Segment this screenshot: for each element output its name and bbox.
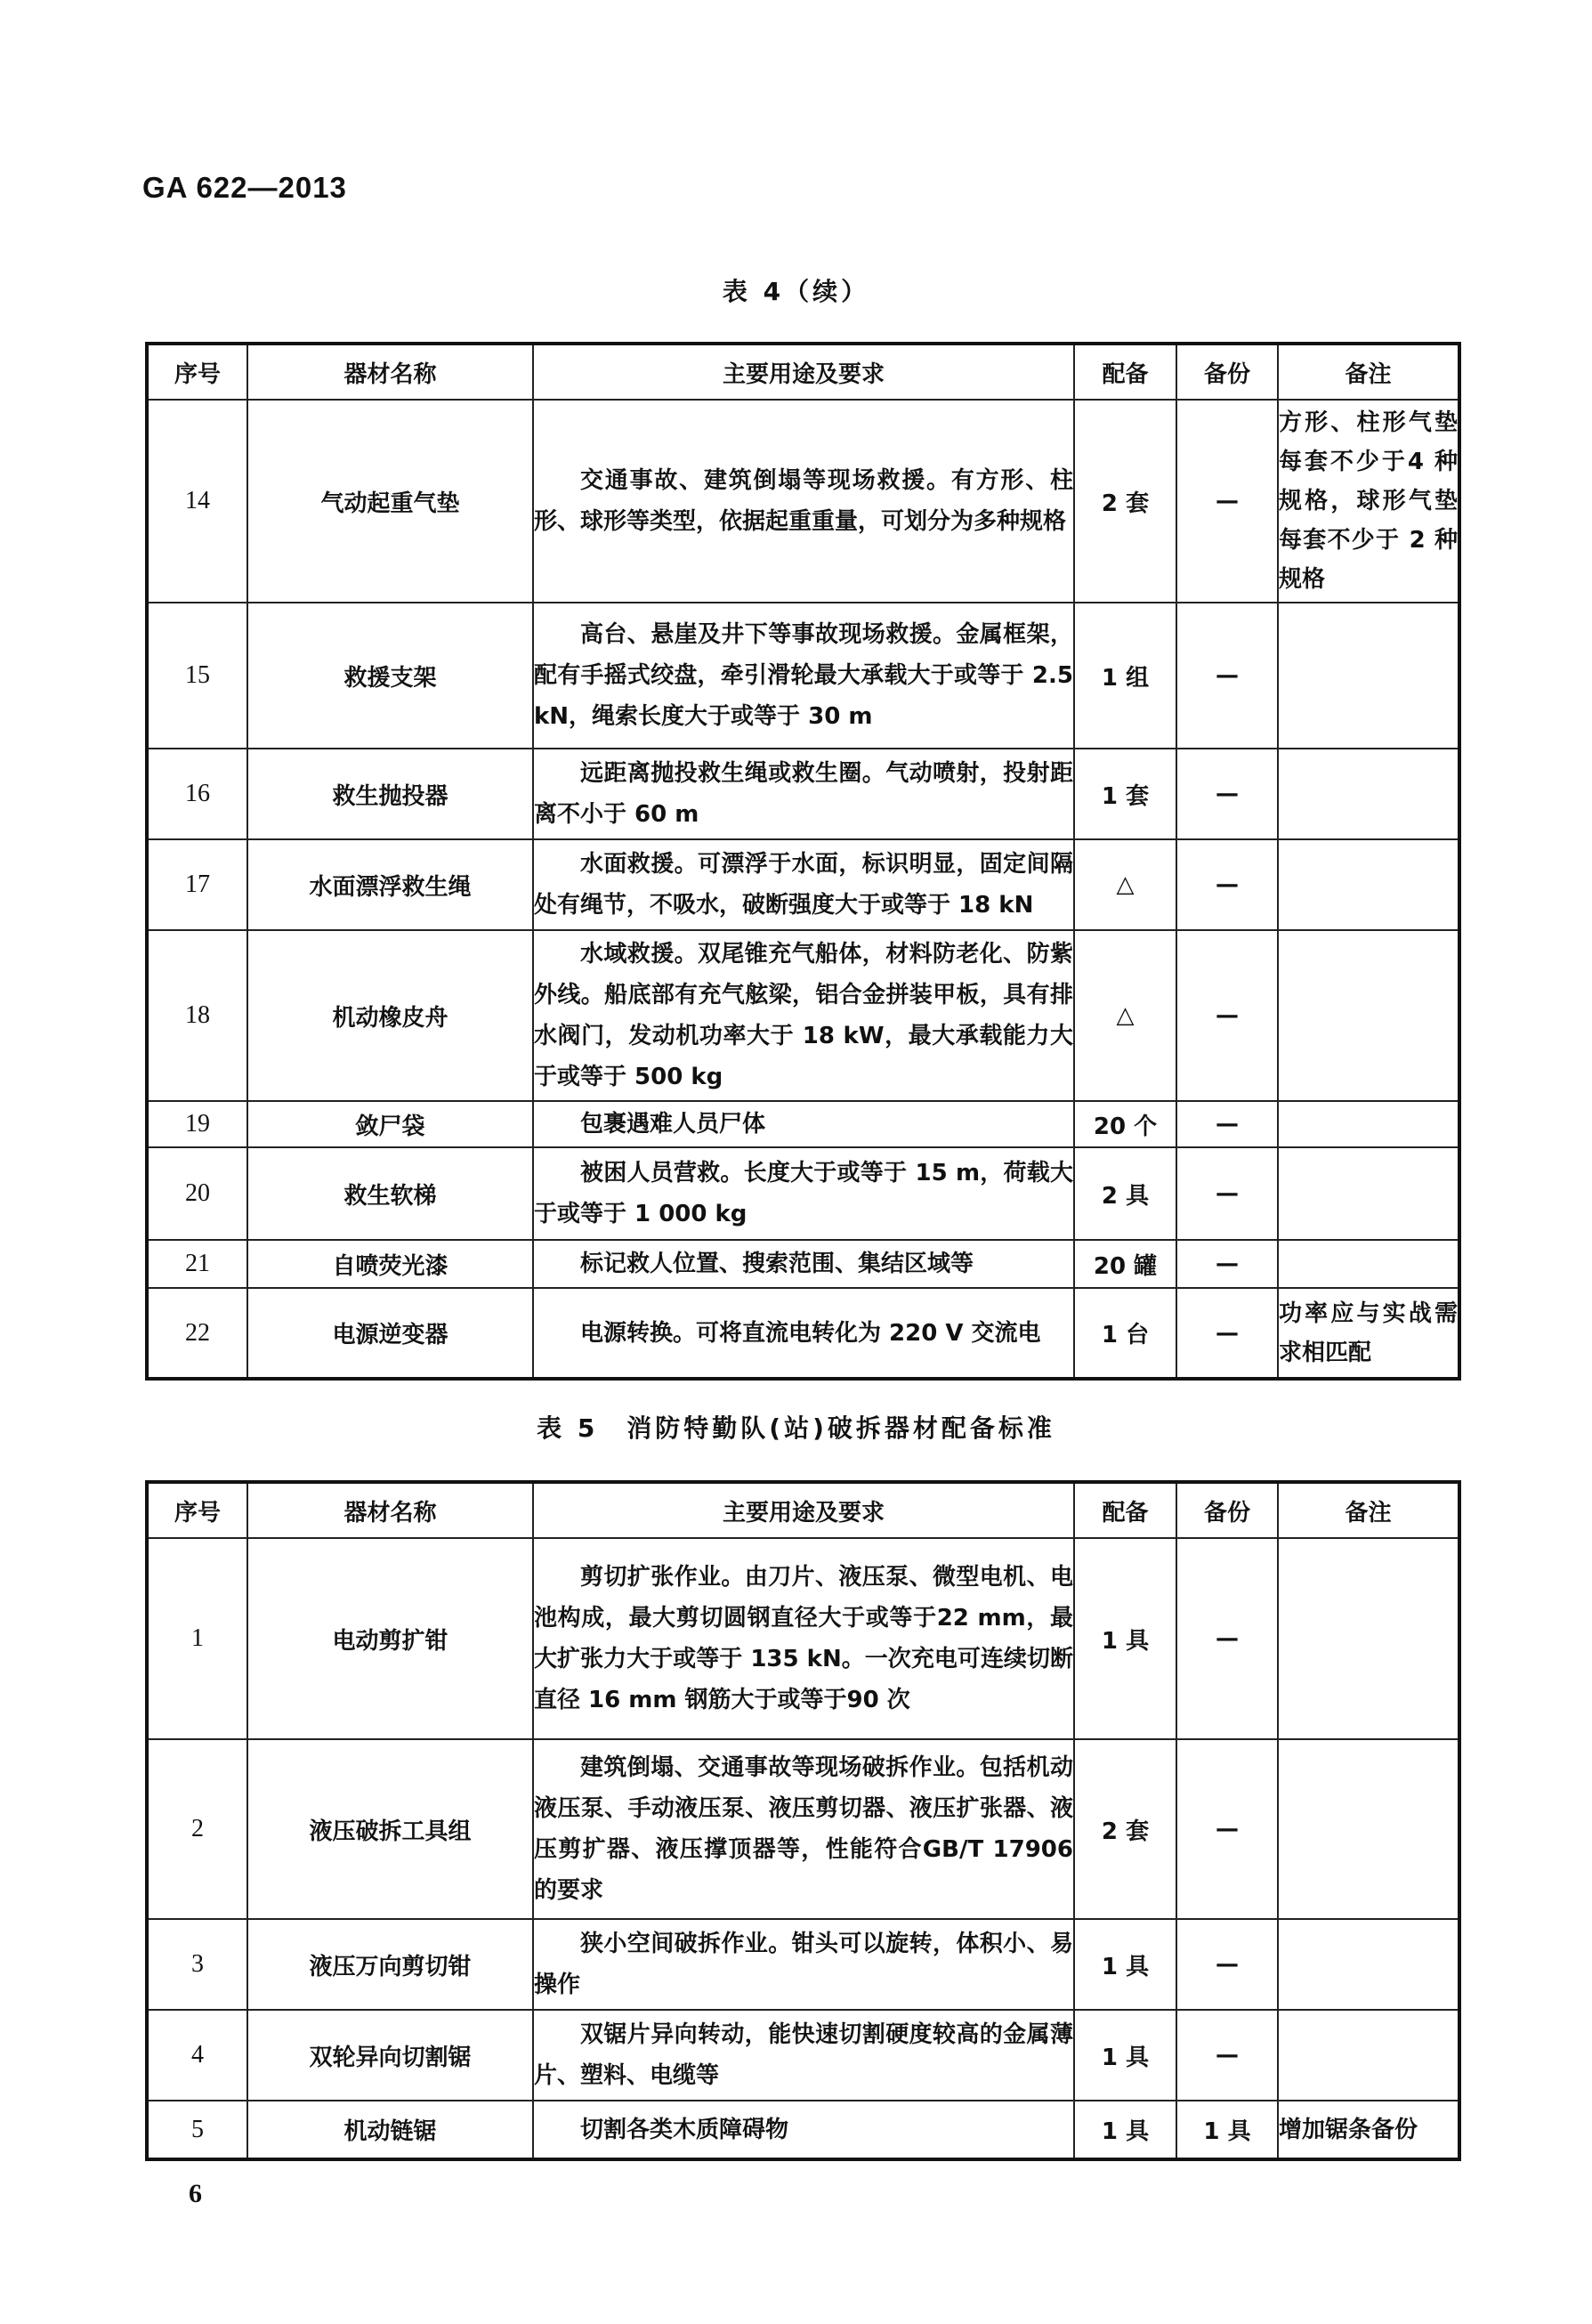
row-desc: 建筑倒塌、交通事故等现场破拆作业。包括机动液压泵、手动液压泵、液压剪切器、液压扩张器、液压剪扩器、液压撑顶器等，性能符合GB/T 17906 的要求	[533, 1739, 1074, 1919]
row-name: 液压万向剪切钳	[247, 1919, 533, 2010]
row-desc: 高台、悬崖及井下等事故现场救援。金属框架，配有手摇式绞盘，牵引滑轮最大承载大于或等于 2.5 kN，绳索长度大于或等于 30 m	[533, 603, 1074, 749]
row-note	[1278, 1739, 1459, 1919]
col-header-note: 备注	[1278, 1482, 1459, 1538]
table-row	[147, 839, 1459, 930]
col-header-note: 备注	[1278, 344, 1459, 400]
row-backup: —	[1176, 930, 1278, 1101]
table-row	[147, 749, 1459, 839]
row-name: 机动链锯	[247, 2101, 533, 2159]
row-equip: 1 组	[1074, 603, 1176, 749]
row-backup: —	[1176, 400, 1278, 603]
table-row	[147, 2101, 1459, 2159]
table-row	[147, 1240, 1459, 1288]
row-backup: —	[1176, 1538, 1278, 1739]
row-backup: —	[1176, 1739, 1278, 1919]
row-desc: 远距离抛投救生绳或救生圈。气动喷射，投射距离不小于 60 m	[533, 749, 1074, 839]
table4-header-row	[147, 344, 1459, 400]
row-note	[1278, 2010, 1459, 2101]
row-no: 21	[147, 1240, 247, 1288]
row-note	[1278, 1538, 1459, 1739]
row-name: 机动橡皮舟	[247, 930, 533, 1101]
row-note	[1278, 749, 1459, 839]
row-no: 15	[147, 603, 247, 749]
table-row	[147, 2010, 1459, 2101]
col-header-backup: 备份	[1176, 1482, 1278, 1538]
row-desc: 电源转换。可将直流电转化为 220 V 交流电	[533, 1288, 1074, 1379]
row-name: 敛尸袋	[247, 1101, 533, 1147]
row-backup: —	[1176, 1288, 1278, 1379]
row-desc: 被困人员营救。长度大于或等于 15 m，荷载大于或等于 1 000 kg	[533, 1147, 1074, 1240]
table-row	[147, 1288, 1459, 1379]
row-name: 气动起重气垫	[247, 400, 533, 603]
col-header-equip: 配备	[1074, 1482, 1176, 1538]
row-note	[1278, 930, 1459, 1101]
row-equip: 1 具	[1074, 2101, 1176, 2159]
row-no: 19	[147, 1101, 247, 1147]
row-equip: 1 具	[1074, 2010, 1176, 2101]
row-name: 水面漂浮救生绳	[247, 839, 533, 930]
row-name: 双轮异向切割锯	[247, 2010, 533, 2101]
row-no: 17	[147, 839, 247, 930]
table5	[145, 1480, 1461, 2161]
row-equip: 1 具	[1074, 1538, 1176, 1739]
col-header-usage: 主要用途及要求	[533, 344, 1074, 400]
row-note	[1278, 1240, 1459, 1288]
row-note	[1278, 839, 1459, 930]
row-no: 14	[147, 400, 247, 603]
row-backup: 1 具	[1176, 2101, 1278, 2159]
row-desc: 剪切扩张作业。由刀片、液压泵、微型电机、电池构成，最大剪切圆钢直径大于或等于22 mm，最大扩张力大于或等于 135 kN。一次充电可连续切断直径 16 mm 钢筋大于或等于90 次	[533, 1538, 1074, 1739]
row-no: 4	[147, 2010, 247, 2101]
table-row	[147, 400, 1459, 603]
table5-header-row	[147, 1482, 1459, 1538]
row-no: 1	[147, 1538, 247, 1739]
row-no: 2	[147, 1739, 247, 1919]
col-header-no: 序号	[147, 344, 247, 400]
table-row	[147, 1919, 1459, 2010]
row-backup: —	[1176, 1240, 1278, 1288]
row-note	[1278, 1919, 1459, 2010]
row-note	[1278, 1101, 1459, 1147]
row-desc: 水面救援。可漂浮于水面，标识明显，固定间隔处有绳节，不吸水，破断强度大于或等于 18 kN	[533, 839, 1074, 930]
row-no: 3	[147, 1919, 247, 2010]
table-row	[147, 603, 1459, 749]
row-name: 救援支架	[247, 603, 533, 749]
row-no: 16	[147, 749, 247, 839]
row-backup: —	[1176, 2010, 1278, 2101]
table4	[145, 342, 1461, 1381]
row-note: 增加锯条备份	[1278, 2101, 1459, 2159]
row-note: 方形、柱形气垫每套不少于4 种规格，球形气垫每套不少于 2 种规格	[1278, 400, 1459, 603]
row-equip: 2 套	[1074, 1739, 1176, 1919]
table-row	[147, 930, 1459, 1101]
row-equip: 1 具	[1074, 1919, 1176, 2010]
row-equip: 20 罐	[1074, 1240, 1176, 1288]
row-note	[1278, 1147, 1459, 1240]
row-no: 22	[147, 1288, 247, 1379]
row-backup: —	[1176, 839, 1278, 930]
table-row	[147, 1538, 1459, 1739]
page-number: 6	[189, 2179, 202, 2208]
row-desc: 包裹遇难人员尸体	[533, 1101, 1074, 1147]
row-desc: 双锯片异向转动，能快速切割硬度较高的金属薄片、塑料、电缆等	[533, 2010, 1074, 2101]
row-note: 功率应与实战需求相匹配	[1278, 1288, 1459, 1379]
row-equip: △	[1074, 839, 1176, 930]
row-equip: 1 套	[1074, 749, 1176, 839]
row-backup: —	[1176, 1919, 1278, 2010]
row-backup: —	[1176, 603, 1278, 749]
col-header-no: 序号	[147, 1482, 247, 1538]
row-name: 救生抛投器	[247, 749, 533, 839]
row-equip: 2 套	[1074, 400, 1176, 603]
row-name: 救生软梯	[247, 1147, 533, 1240]
row-name: 电动剪扩钳	[247, 1538, 533, 1739]
row-name: 液压破拆工具组	[247, 1739, 533, 1919]
standard-code: GA 622—2013	[142, 171, 347, 204]
row-equip: 1 台	[1074, 1288, 1176, 1379]
row-equip: 2 具	[1074, 1147, 1176, 1240]
col-header-name: 器材名称	[247, 1482, 533, 1538]
table-row	[147, 1147, 1459, 1240]
col-header-name: 器材名称	[247, 344, 533, 400]
row-no: 18	[147, 930, 247, 1101]
col-header-equip: 配备	[1074, 344, 1176, 400]
row-desc: 标记救人位置、搜索范围、集结区域等	[533, 1240, 1074, 1288]
col-header-backup: 备份	[1176, 344, 1278, 400]
table-row	[147, 1101, 1459, 1147]
row-desc: 水域救援。双尾锥充气船体，材料防老化、防紫外线。船底部有充气舷梁，铝合金拼装甲板，具有排水阀门，发动机功率大于 18 kW，最大承载能力大于或等于 500 kg	[533, 930, 1074, 1101]
row-backup: —	[1176, 1147, 1278, 1240]
table4-caption: 表 4（续）	[722, 277, 870, 306]
row-desc: 交通事故、建筑倒塌等现场救援。有方形、柱形、球形等类型，依据起重重量，可划分为多种规格	[533, 400, 1074, 603]
row-desc: 狭小空间破拆作业。钳头可以旋转，体积小、易操作	[533, 1919, 1074, 2010]
row-backup: —	[1176, 1101, 1278, 1147]
row-name: 电源逆变器	[247, 1288, 533, 1379]
row-no: 20	[147, 1147, 247, 1240]
col-header-usage: 主要用途及要求	[533, 1482, 1074, 1538]
table5-caption: 表 5 消防特勤队(站)破拆器材配备标准	[537, 1413, 1055, 1443]
row-note	[1278, 603, 1459, 749]
row-desc: 切割各类木质障碍物	[533, 2101, 1074, 2159]
row-equip: 20 个	[1074, 1101, 1176, 1147]
table-row	[147, 1739, 1459, 1919]
row-no: 5	[147, 2101, 247, 2159]
row-backup: —	[1176, 749, 1278, 839]
row-equip: △	[1074, 930, 1176, 1101]
row-name: 自喷荧光漆	[247, 1240, 533, 1288]
